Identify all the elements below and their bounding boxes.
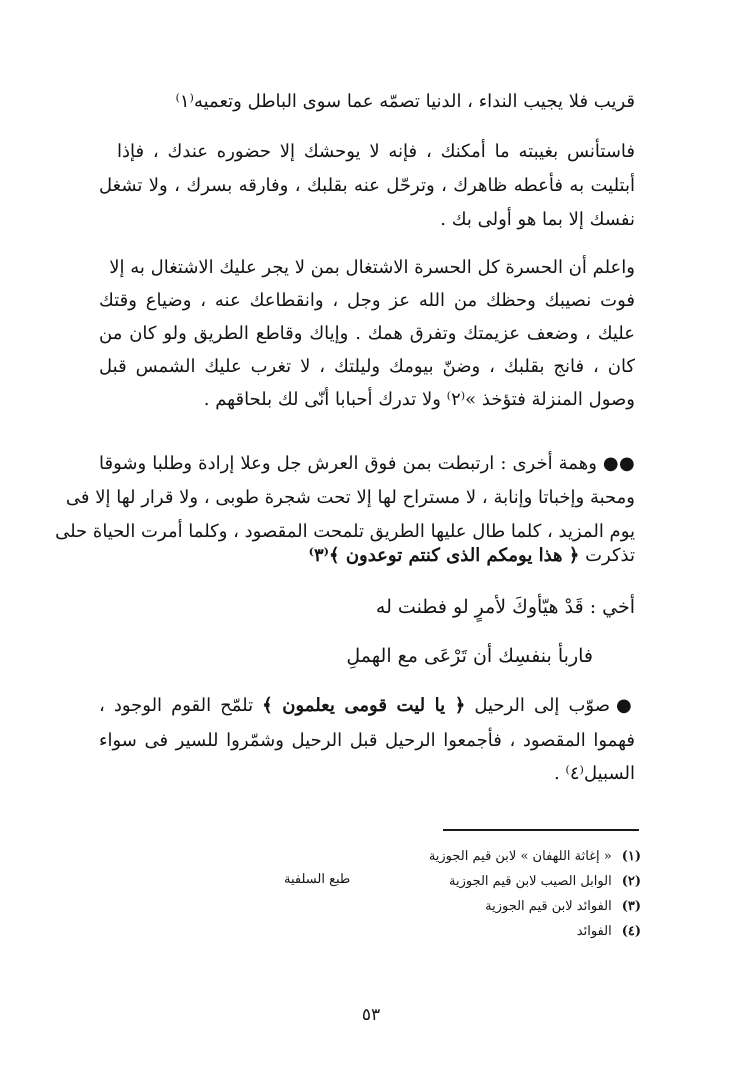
footnote-1-text: « إغاثة اللهفان » لابن قيم الجوزية — [428, 849, 612, 864]
text-line-1: قريب فلا يجيب النداء ، الدنيا تصمّه عما سوى الباطل وتعميه⁽١⁾ — [175, 91, 635, 112]
text-line-12: يوم المزيد ، كلما طال عليها الطريق تلمحت المقصود ، وكلما أمرت الحياة حلى — [55, 521, 635, 542]
text-line-14-tail: تلمّح القوم الوجود ، — [99, 695, 254, 716]
bullet-icon: ● — [615, 695, 635, 716]
footnote-4-text: الفوائد — [576, 924, 612, 939]
text-line-10-content: وهمة أخرى : ارتبطت بمن فوق العرش جل وعلا إرادة وطلبا وشوقا — [99, 453, 597, 474]
footnote-4-number: (٤) — [621, 924, 641, 939]
footnote-1-number: (١) — [621, 849, 641, 864]
footnote-3 — [381, 898, 641, 916]
text-line-4: نفسك إلا بما هو أولى بك . — [440, 209, 635, 230]
text-line-2: فاستأنس بغيبته ما أمكنك ، فإنه لا يوحشك إلا حضوره عندك ، فإذا — [117, 141, 635, 162]
double-bullet-icon: ●● — [602, 453, 635, 474]
footnote-2 — [381, 873, 641, 891]
text-line-11: ومحبة وإخباتا وإنابة ، لا مستراح لها إلا تحت شجرة طوبى ، ولا قرار لها إلا فى — [65, 487, 635, 508]
quran-quote-1: ﴿ هذا يومكم الذى كنتم توعدون ﴾⁽٣⁾ — [308, 545, 580, 566]
footnote-2-text: الوابل الصيب لابن قيم الجوزية — [449, 874, 612, 889]
text-line-7: عليك ، وضعف عزيمتك وتفرق همك . وإياك وقاطع الطريق ولو كان من — [99, 323, 635, 344]
quran-quote-2: ﴿ يا ليت قومى يعلمون ﴾ — [262, 695, 466, 716]
text-line-14 — [99, 692, 635, 720]
footnote-separator — [443, 829, 639, 831]
publisher-note: طبع السلفية — [284, 872, 351, 887]
text-line-3: أبتليت به فأعطه ظاهرك ، وترحّل عنه بقلبك ، وفارقه بسرك ، ولا تشغل — [99, 175, 635, 196]
text-line-15: فهموا المقصود ، فأجمعوا الرحيل قبل الرحيل وشمّروا للسير فى سواء — [99, 730, 635, 751]
footnote-2-number: (٢) — [621, 874, 641, 889]
footnote-1 — [381, 848, 641, 866]
text-line-5: واعلم أن الحسرة كل الحسرة الاشتغال بمن لا يجر عليك الاشتغال به إلا — [109, 257, 635, 278]
text-line-16: السبيل⁽٤⁾ . — [553, 763, 635, 784]
text-line-14-lead: صوّب إلى الرحيل — [474, 695, 610, 716]
text-line-13 — [99, 542, 635, 570]
text-line-13-lead: تذكرت — [585, 545, 635, 566]
text-line-8: كان ، فانج بقلبك ، وضنّ بيومك وليلتك ، لا تغرب عليك الشمس قبل — [99, 356, 635, 377]
verse-line-2: فاربأ بنفسِك أن تَرْعَى مع الهملِ — [346, 645, 593, 667]
footnote-3-number: (٣) — [621, 899, 641, 914]
text-line-6: فوت نصيبك وحظك من الله عز وجل ، وانقطاعك عنه ، وضياع وقتك — [99, 290, 635, 311]
text-line-9: وصول المنزلة فتؤخذ »⁽٢⁾ ولا تدرك أحبابا أنّى لك بلحاقهم . — [203, 389, 635, 410]
footnote-3-text: الفوائد لابن قيم الجوزية — [485, 899, 612, 914]
page-number: ٥٣ — [361, 1005, 381, 1025]
text-line-10 — [99, 450, 635, 478]
footnote-4 — [381, 923, 641, 941]
verse-line-1: أخي : قَدْ هيّأوكَ لأمرٍ لو فطنت له — [375, 596, 635, 618]
